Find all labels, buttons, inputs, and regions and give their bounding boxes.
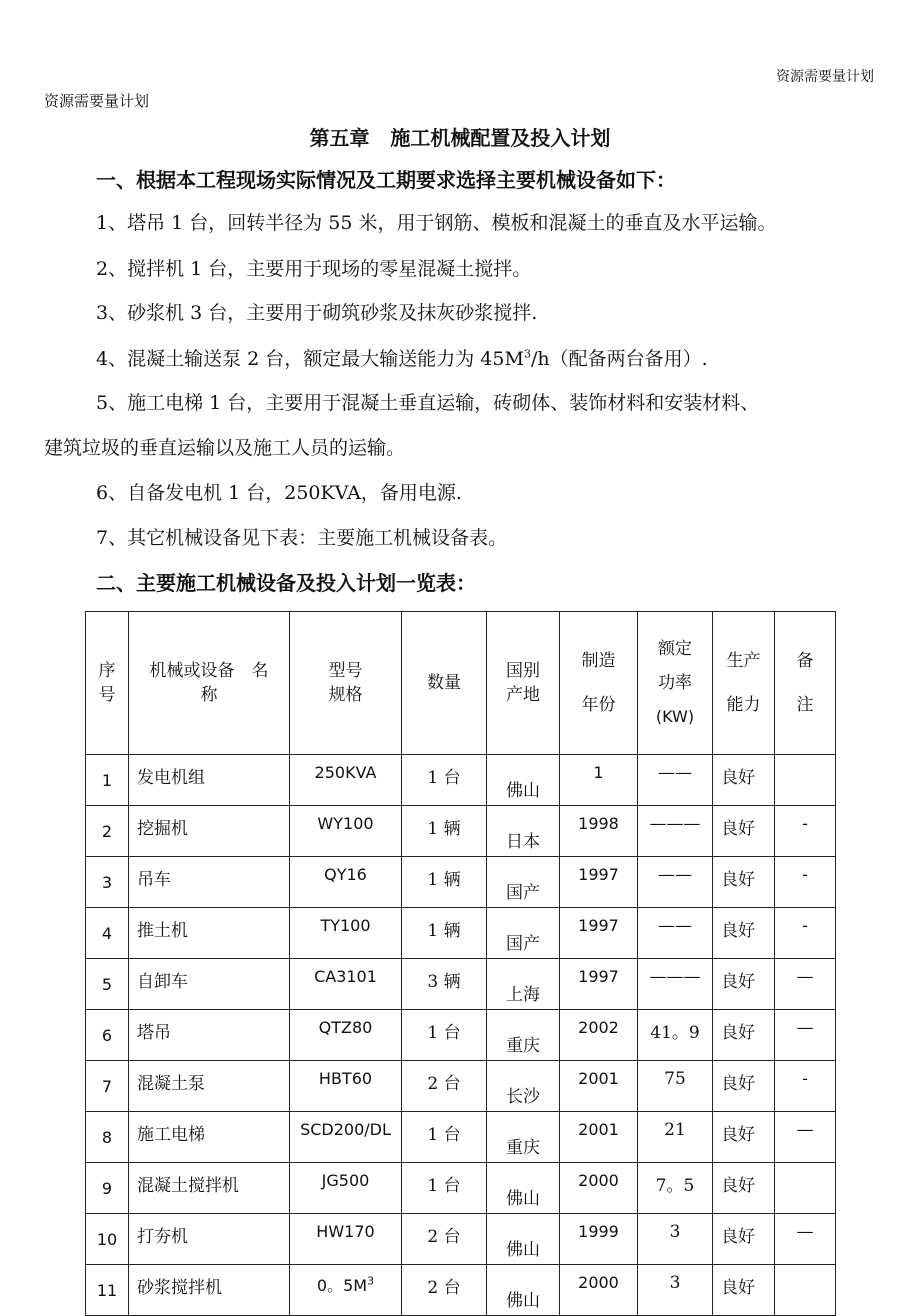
cell-model: QY16	[290, 857, 402, 908]
table-row	[86, 1010, 836, 1061]
table-row	[86, 1265, 836, 1316]
cell-power: 21	[638, 1112, 713, 1163]
cell-name: 打夯机	[129, 1214, 290, 1265]
cell-year: 2001	[560, 1112, 638, 1163]
cell-name: 自卸车	[129, 959, 290, 1010]
cell-year: 2002	[560, 1010, 638, 1061]
cell-origin: 日本	[487, 806, 560, 857]
cell-model: QTZ80	[290, 1010, 402, 1061]
table-row	[86, 755, 836, 806]
table-row	[86, 857, 836, 908]
page-header-right: 资源需要量计划	[776, 69, 874, 85]
cell-name: 施工电梯	[129, 1112, 290, 1163]
cell-no: 9	[86, 1163, 129, 1214]
cell-name: 砂浆搅拌机	[129, 1265, 290, 1316]
cell-no: 5	[86, 959, 129, 1010]
cell-remark: —	[775, 959, 836, 1010]
cell-no: 10	[86, 1214, 129, 1265]
cell-origin: 长沙	[487, 1061, 560, 1112]
cell-no: 6	[86, 1010, 129, 1061]
paragraph-item-6: 6、自备发电机 1 台，250KVA，备用电源.	[96, 482, 462, 504]
cell-capacity: 良好	[713, 908, 775, 959]
cell-capacity: 良好	[713, 1061, 775, 1112]
cell-name: 吊车	[129, 857, 290, 908]
cell-qty: 1 台	[402, 1163, 487, 1214]
cell-qty: 1 台	[402, 1112, 487, 1163]
cell-year: 2001	[560, 1061, 638, 1112]
header-name: 机械或设备 名 称	[129, 612, 290, 755]
cell-no: 7	[86, 1061, 129, 1112]
cell-model: 250KVA	[290, 755, 402, 806]
item-4-tail: /h（配备两台备用）.	[530, 348, 708, 370]
cell-origin: 佛山	[487, 755, 560, 806]
table-row	[86, 959, 836, 1010]
cell-year: 1999	[560, 1214, 638, 1265]
cell-capacity: 良好	[713, 1112, 775, 1163]
cell-remark: —	[775, 1112, 836, 1163]
section-heading-1: 一、根据本工程现场实际情况及工期要求选择主要机械设备如下：	[96, 168, 676, 192]
cell-name: 塔吊	[129, 1010, 290, 1061]
cell-capacity: 良好	[713, 755, 775, 806]
cell-remark: -	[775, 1061, 836, 1112]
item-4-text: 4、混凝土输送泵 2 台，额定最大输送能力为 45M	[96, 348, 524, 370]
header-capacity: 生产 能力	[713, 612, 775, 755]
cell-year: 1998	[560, 806, 638, 857]
header-power: 额定 功率 (KW)	[638, 612, 713, 755]
paragraph-item-7: 7、其它机械设备见下表：主要施工机械设备表。	[96, 527, 508, 549]
item-4-superscript: 3	[523, 347, 531, 361]
header-qty: 数量	[402, 612, 487, 755]
cell-origin: 重庆	[487, 1010, 560, 1061]
cell-capacity: 良好	[713, 806, 775, 857]
cell-power: 41。9	[638, 1010, 713, 1061]
table-row	[86, 1112, 836, 1163]
cell-no: 8	[86, 1112, 129, 1163]
cell-remark: -	[775, 806, 836, 857]
cell-capacity: 良好	[713, 1010, 775, 1061]
table-row	[86, 1061, 836, 1112]
header-no: 序 号	[86, 612, 129, 755]
section-heading-2: 二、主要施工机械设备及投入计划一览表：	[96, 571, 476, 595]
table-row	[86, 806, 836, 857]
cell-no: 3	[86, 857, 129, 908]
cell-year: 2000	[560, 1265, 638, 1316]
cell-qty: 1 台	[402, 1010, 487, 1061]
cell-qty: 2 台	[402, 1265, 487, 1316]
paragraph-item-4	[96, 344, 708, 371]
cell-origin: 国产	[487, 857, 560, 908]
cell-power: 3	[638, 1265, 713, 1316]
cell-name: 混凝土泵	[129, 1061, 290, 1112]
cell-model: TY100	[290, 908, 402, 959]
cell-power: 3	[638, 1214, 713, 1265]
cell-power: 75	[638, 1061, 713, 1112]
cell-qty: 1 台	[402, 755, 487, 806]
cell-power: ——	[638, 755, 713, 806]
cell-remark: —	[775, 1010, 836, 1061]
paragraph-item-3: 3、砂浆机 3 台，主要用于砌筑砂浆及抹灰砂浆搅拌.	[96, 302, 538, 324]
header-origin: 国别 产地	[487, 612, 560, 755]
cell-no: 2	[86, 806, 129, 857]
table-row	[86, 1214, 836, 1265]
cell-qty: 1 辆	[402, 908, 487, 959]
cell-origin: 重庆	[487, 1112, 560, 1163]
table-row	[86, 908, 836, 959]
cell-capacity: 良好	[713, 1265, 775, 1316]
cell-remark	[775, 1163, 836, 1214]
paragraph-item-5: 5、施工电梯 1 台，主要用于混凝土垂直运输，砖砌体、装饰材料和安装材料、	[96, 392, 760, 414]
cell-capacity: 良好	[713, 1163, 775, 1214]
cell-origin: 国产	[487, 908, 560, 959]
cell-origin: 上海	[487, 959, 560, 1010]
cell-power: 7。5	[638, 1163, 713, 1214]
cell-year: 1997	[560, 857, 638, 908]
cell-name: 推土机	[129, 908, 290, 959]
page-header-left: 资源需要量计划	[44, 92, 150, 110]
cell-qty: 2 台	[402, 1061, 487, 1112]
table-header-row	[86, 612, 836, 755]
cell-remark	[775, 755, 836, 806]
cell-model: HBT60	[290, 1061, 402, 1112]
paragraph-item-5-continued: 建筑垃圾的垂直运输以及施工人员的运输。	[44, 437, 406, 459]
cell-year: 2000	[560, 1163, 638, 1214]
cell-model: CA3101	[290, 959, 402, 1010]
cell-power: ———	[638, 806, 713, 857]
cell-origin: 佛山	[487, 1265, 560, 1316]
header-year: 制造 年份	[560, 612, 638, 755]
cell-model: HW170	[290, 1214, 402, 1265]
cell-model: SCD200/DL	[290, 1112, 402, 1163]
header-remark: 备 注	[775, 612, 836, 755]
cell-model: WY100	[290, 806, 402, 857]
cell-qty: 1 辆	[402, 857, 487, 908]
cell-name: 发电机组	[129, 755, 290, 806]
paragraph-item-1: 1、塔吊 1 台，回转半径为 55 米，用于钢筋、模板和混凝土的垂直及水平运输。	[96, 212, 777, 234]
cell-name: 挖掘机	[129, 806, 290, 857]
cell-model: 0。$5M^3$	[290, 1265, 402, 1316]
cell-no: 4	[86, 908, 129, 959]
cell-year: 1997	[560, 908, 638, 959]
cell-remark	[775, 1265, 836, 1316]
cell-model-superscript: 3	[367, 1274, 375, 1288]
cell-model: JG500	[290, 1163, 402, 1214]
cell-year: 1	[560, 755, 638, 806]
cell-power: ———	[638, 959, 713, 1010]
cell-remark: —	[775, 1214, 836, 1265]
cell-capacity: 良好	[713, 1214, 775, 1265]
cell-capacity: 良好	[713, 959, 775, 1010]
cell-qty: 3 辆	[402, 959, 487, 1010]
chapter-title: 第五章 施工机械配置及投入计划	[309, 126, 611, 150]
cell-remark: -	[775, 908, 836, 959]
paragraph-item-2: 2、搅拌机 1 台，主要用于现场的零星混凝土搅拌。	[96, 258, 532, 280]
cell-qty: 1 辆	[402, 806, 487, 857]
cell-power: ——	[638, 857, 713, 908]
cell-qty: 2 台	[402, 1214, 487, 1265]
cell-origin: 佛山	[487, 1163, 560, 1214]
cell-power: ——	[638, 908, 713, 959]
cell-no: 11	[86, 1265, 129, 1316]
header-model: 型号 规格	[290, 612, 402, 755]
cell-no: 1	[86, 755, 129, 806]
cell-name: 混凝土搅拌机	[129, 1163, 290, 1214]
equipment-table	[85, 611, 836, 1316]
cell-year: 1997	[560, 959, 638, 1010]
table-row	[86, 1163, 836, 1214]
cell-capacity: 良好	[713, 857, 775, 908]
cell-origin: 佛山	[487, 1214, 560, 1265]
cell-remark: -	[775, 857, 836, 908]
